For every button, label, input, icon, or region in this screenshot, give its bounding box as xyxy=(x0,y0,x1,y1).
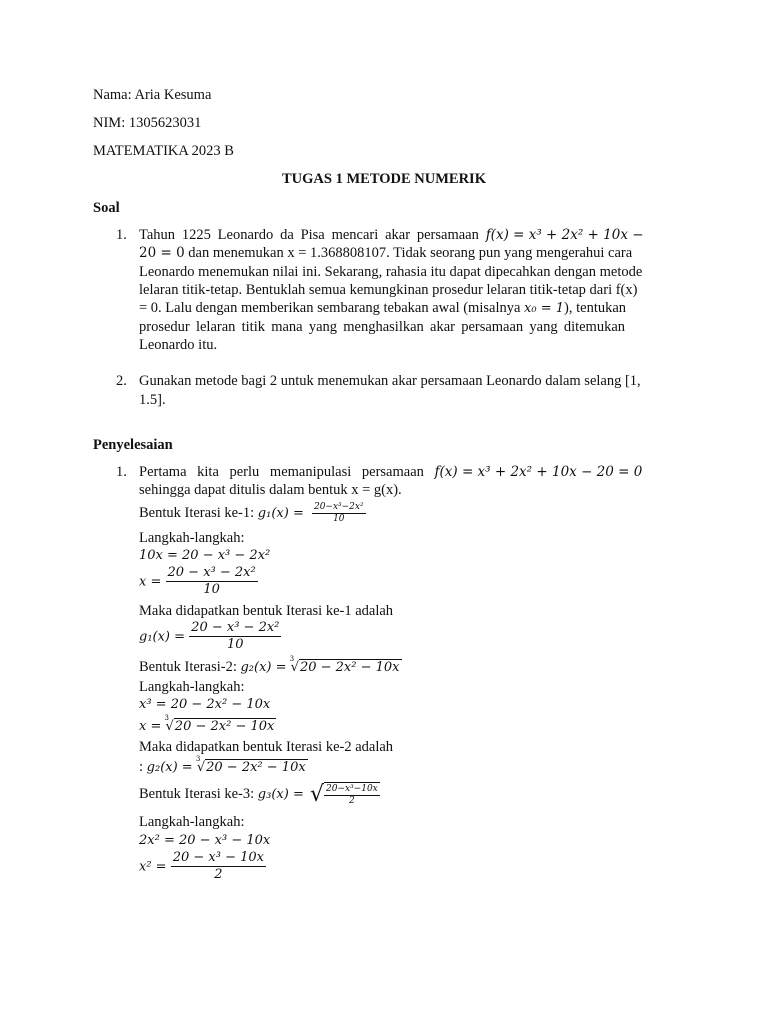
question-1-line-6: prosedur lelaran titik mana yang menghasilkan akar persamaan yang ditemukan xyxy=(139,319,626,335)
iteration-1-result-formula: g₁(x) = $\frac{\text{20 − x³ − 2x²}}{10}$ xyxy=(139,620,280,652)
answer-1-line-1: Pertama kita perlu memanipulasi persamaan f(x) = x³ + 2x² + 10x − 20 = 0 xyxy=(139,464,643,480)
answer-1-line-2: sehingga dapat ditulis dalam bentuk x = g(x). xyxy=(139,482,402,498)
iteration-1-steps-label: Langkah-langkah: xyxy=(139,530,245,546)
iteration-3-step-fraction: x² = $\frac{\text{20 − x³ − 10x}}{2}$ xyxy=(139,850,264,882)
question-1-line-4: lelaran titik-tetap. Bentuklah semua kemungkinan prosedur lelaran titik-tetap dari f(x) xyxy=(139,282,638,298)
question-1-line-5: = 0. Lalu dengan memberikan sembarang tebakan awal (misalnya x₀ = 1), tentukan xyxy=(139,300,627,316)
question-2-line-2: 1.5]. xyxy=(139,392,166,408)
iteration-1-result-text: Maka didapatkan bentuk Iterasi ke-1 adalah xyxy=(139,603,394,619)
iteration-1-step-equation: 10x = 20 − x³ − 2x² xyxy=(139,548,271,563)
student-name: Nama: Aria Kesuma xyxy=(93,87,212,103)
iteration-1-step-fraction: x = $\frac{\text{20 − x³ − 2x²}}{10}$ xyxy=(139,565,256,597)
answer-1-number: 1. xyxy=(116,464,127,480)
question-1-line-7: Leonardo itu. xyxy=(139,337,218,353)
iteration-2-step-root: x = 3 √20 − 2x² − 10x xyxy=(139,714,275,734)
iteration-3-step-equation: 2x² = 20 − x³ − 10x xyxy=(139,833,271,848)
iteration-2-result-formula: : g₂(x) = 3 √20 − 2x² − 10x xyxy=(139,755,306,775)
question-2-line-1: Gunakan metode bagi 2 untuk menemukan akar persamaan Leonardo dalam selang [1, xyxy=(139,373,641,389)
iteration-2-steps-label: Langkah-langkah: xyxy=(139,679,245,695)
question-1-line-1: Tahun 1225 Leonardo da Pisa mencari akar persamaan f(x) = x³ + 2x² + 10x − xyxy=(139,227,644,243)
question-2-number: 2. xyxy=(116,373,127,389)
iteration-2-result-text: Maka didapatkan bentuk Iterasi ke-2 adalah xyxy=(139,739,394,755)
iteration-2-step-equation: x³ = 20 − 2x² − 10x xyxy=(139,697,271,712)
question-1-line-3: Leonardo menemukan nilai ini. Sekarang, rahasia itu dapat dipecahkan dengan metode xyxy=(139,264,643,280)
iteration-2-form: Bentuk Iterasi-2: g₂(x) = 3 √20 − 2x² − 10x xyxy=(139,655,400,675)
student-nim: NIM: 1305623031 xyxy=(93,115,202,131)
iteration-1-form: Bentuk Iterasi ke-1: g₁(x) = $\frac{\text{20−x³−2x²}}{10}$ xyxy=(139,502,364,524)
soal-heading: Soal xyxy=(93,200,120,216)
document-title: TUGAS 1 METODE NUMERIK xyxy=(282,171,486,187)
student-class: MATEMATIKA 2023 B xyxy=(93,143,234,159)
penyelesaian-heading: Penyelesaian xyxy=(93,437,173,453)
iteration-3-form: Bentuk Iterasi ke-3: g₃(x) = √ $\frac{\text{20−x³−10x}}{2}$ xyxy=(139,782,378,807)
iteration-3-steps-label: Langkah-langkah: xyxy=(139,814,245,830)
question-1-line-2: 20 = 0 dan menemukan x = 1.368808107. Tidak seorang pun yang mengerahui cara xyxy=(139,245,633,261)
question-1-number: 1. xyxy=(116,227,127,243)
